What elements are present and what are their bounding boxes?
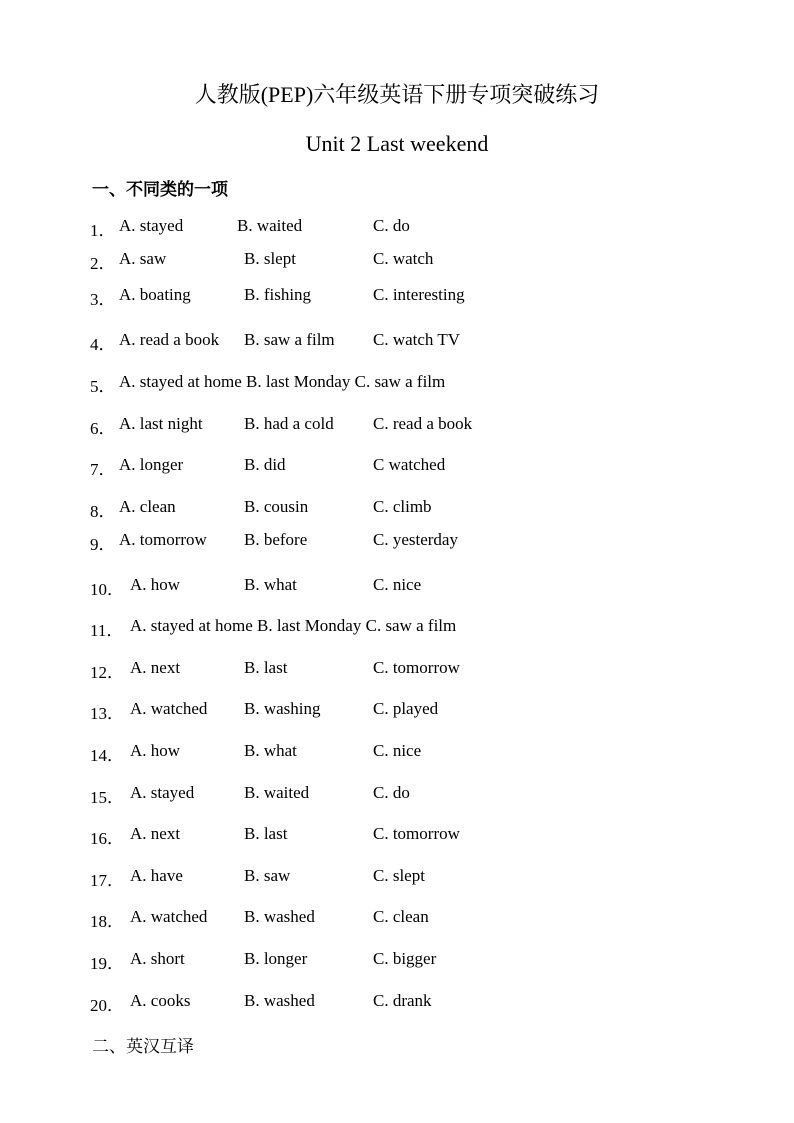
question-number: 15． <box>90 788 124 807</box>
section-heading-odd-one-out: 一、不同类的一项 <box>92 180 228 199</box>
question-number: 3． <box>90 290 116 309</box>
option-b: B. last <box>244 658 288 677</box>
question-number: 9． <box>90 535 116 554</box>
option-b: B. waited <box>244 783 310 802</box>
option-b: B. fishing <box>244 285 312 304</box>
option-b: B. last <box>244 824 288 843</box>
question-number: 16． <box>90 829 124 848</box>
question-number: 2． <box>90 254 116 273</box>
option-b: B. what <box>244 741 297 760</box>
option-a: A. how <box>130 741 181 760</box>
option-a: A. tomorrow <box>119 530 207 549</box>
option-b: B. before <box>244 530 308 549</box>
option-c: C. nice <box>373 741 422 760</box>
question-number: 17． <box>90 871 124 890</box>
option-a: A. watched <box>130 907 208 926</box>
option-c: C. yesterday <box>373 530 458 549</box>
question-number: 11． <box>90 621 124 640</box>
question-number: 8． <box>90 502 116 521</box>
page-subtitle: Unit 2 Last weekend <box>305 131 489 156</box>
option-b: B. what <box>244 575 297 594</box>
question-number: 5． <box>90 377 116 396</box>
option-a: A. stayed <box>130 783 195 802</box>
option-c: C. read a book <box>373 414 473 433</box>
option-c: C. nice <box>373 575 422 594</box>
option-b: B. longer <box>244 949 308 968</box>
question-number: 4． <box>90 335 116 354</box>
option-c: C. tomorrow <box>373 824 460 843</box>
option-b: B. had a cold <box>244 414 334 433</box>
option-a: A. short <box>130 949 185 968</box>
option-c: C. slept <box>373 866 425 885</box>
option-b: B. washed <box>244 991 315 1010</box>
option-a: A. read a book <box>119 330 220 349</box>
option-a: A. next <box>130 658 181 677</box>
option-b: B. saw <box>244 866 291 885</box>
option-a: A. boating <box>119 285 191 304</box>
section-heading-translation: 二、英汉互译 <box>92 1037 194 1056</box>
option-c: C. climb <box>373 497 432 516</box>
option-c: C. clean <box>373 907 429 926</box>
question-number: 19． <box>90 954 124 973</box>
option-c: C. interesting <box>373 285 465 304</box>
option-c: C. bigger <box>373 949 437 968</box>
option-c: C watched <box>373 455 446 474</box>
option-c: C. do <box>373 216 410 235</box>
page-title: 人教版(PEP)六年级英语下册专项突破练习 <box>194 82 600 107</box>
option-b: B. cousin <box>244 497 309 516</box>
option-c: C. tomorrow <box>373 658 460 677</box>
question-number: 13． <box>90 704 124 723</box>
option-a: A. watched <box>130 699 208 718</box>
option-c: C. drank <box>373 991 432 1010</box>
option-c: C. played <box>373 699 439 718</box>
question-number: 14． <box>90 746 124 765</box>
option-a: A. clean <box>119 497 176 516</box>
option-b: B. saw a film <box>244 330 335 349</box>
option-a: A. have <box>130 866 183 885</box>
option-a: A. cooks <box>130 991 191 1010</box>
question-number: 12． <box>90 663 124 682</box>
question-number: 6． <box>90 419 116 438</box>
question-number: 18． <box>90 912 124 931</box>
option-b: B. did <box>244 455 286 474</box>
question-options-line: A. stayed at home B. last Monday C. saw a film <box>119 372 446 391</box>
option-b: B. washed <box>244 907 315 926</box>
option-a: A. how <box>130 575 181 594</box>
option-a: A. saw <box>119 249 167 268</box>
option-a: A. next <box>130 824 181 843</box>
option-a: A. stayed <box>119 216 184 235</box>
option-c: C. do <box>373 783 410 802</box>
option-a: A. longer <box>119 455 184 474</box>
option-c: C. watch TV <box>373 330 461 349</box>
question-options-line: A. stayed at home B. last Monday C. saw a film <box>130 616 457 635</box>
option-a: A. last night <box>119 414 203 433</box>
option-b: B. slept <box>244 249 296 268</box>
option-c: C. watch <box>373 249 434 268</box>
option-b: B. waited <box>237 216 303 235</box>
question-number: 1． <box>90 221 116 240</box>
question-number: 20． <box>90 996 124 1015</box>
question-number: 7． <box>90 460 116 479</box>
option-b: B. washing <box>244 699 321 718</box>
question-number: 10． <box>90 580 124 599</box>
